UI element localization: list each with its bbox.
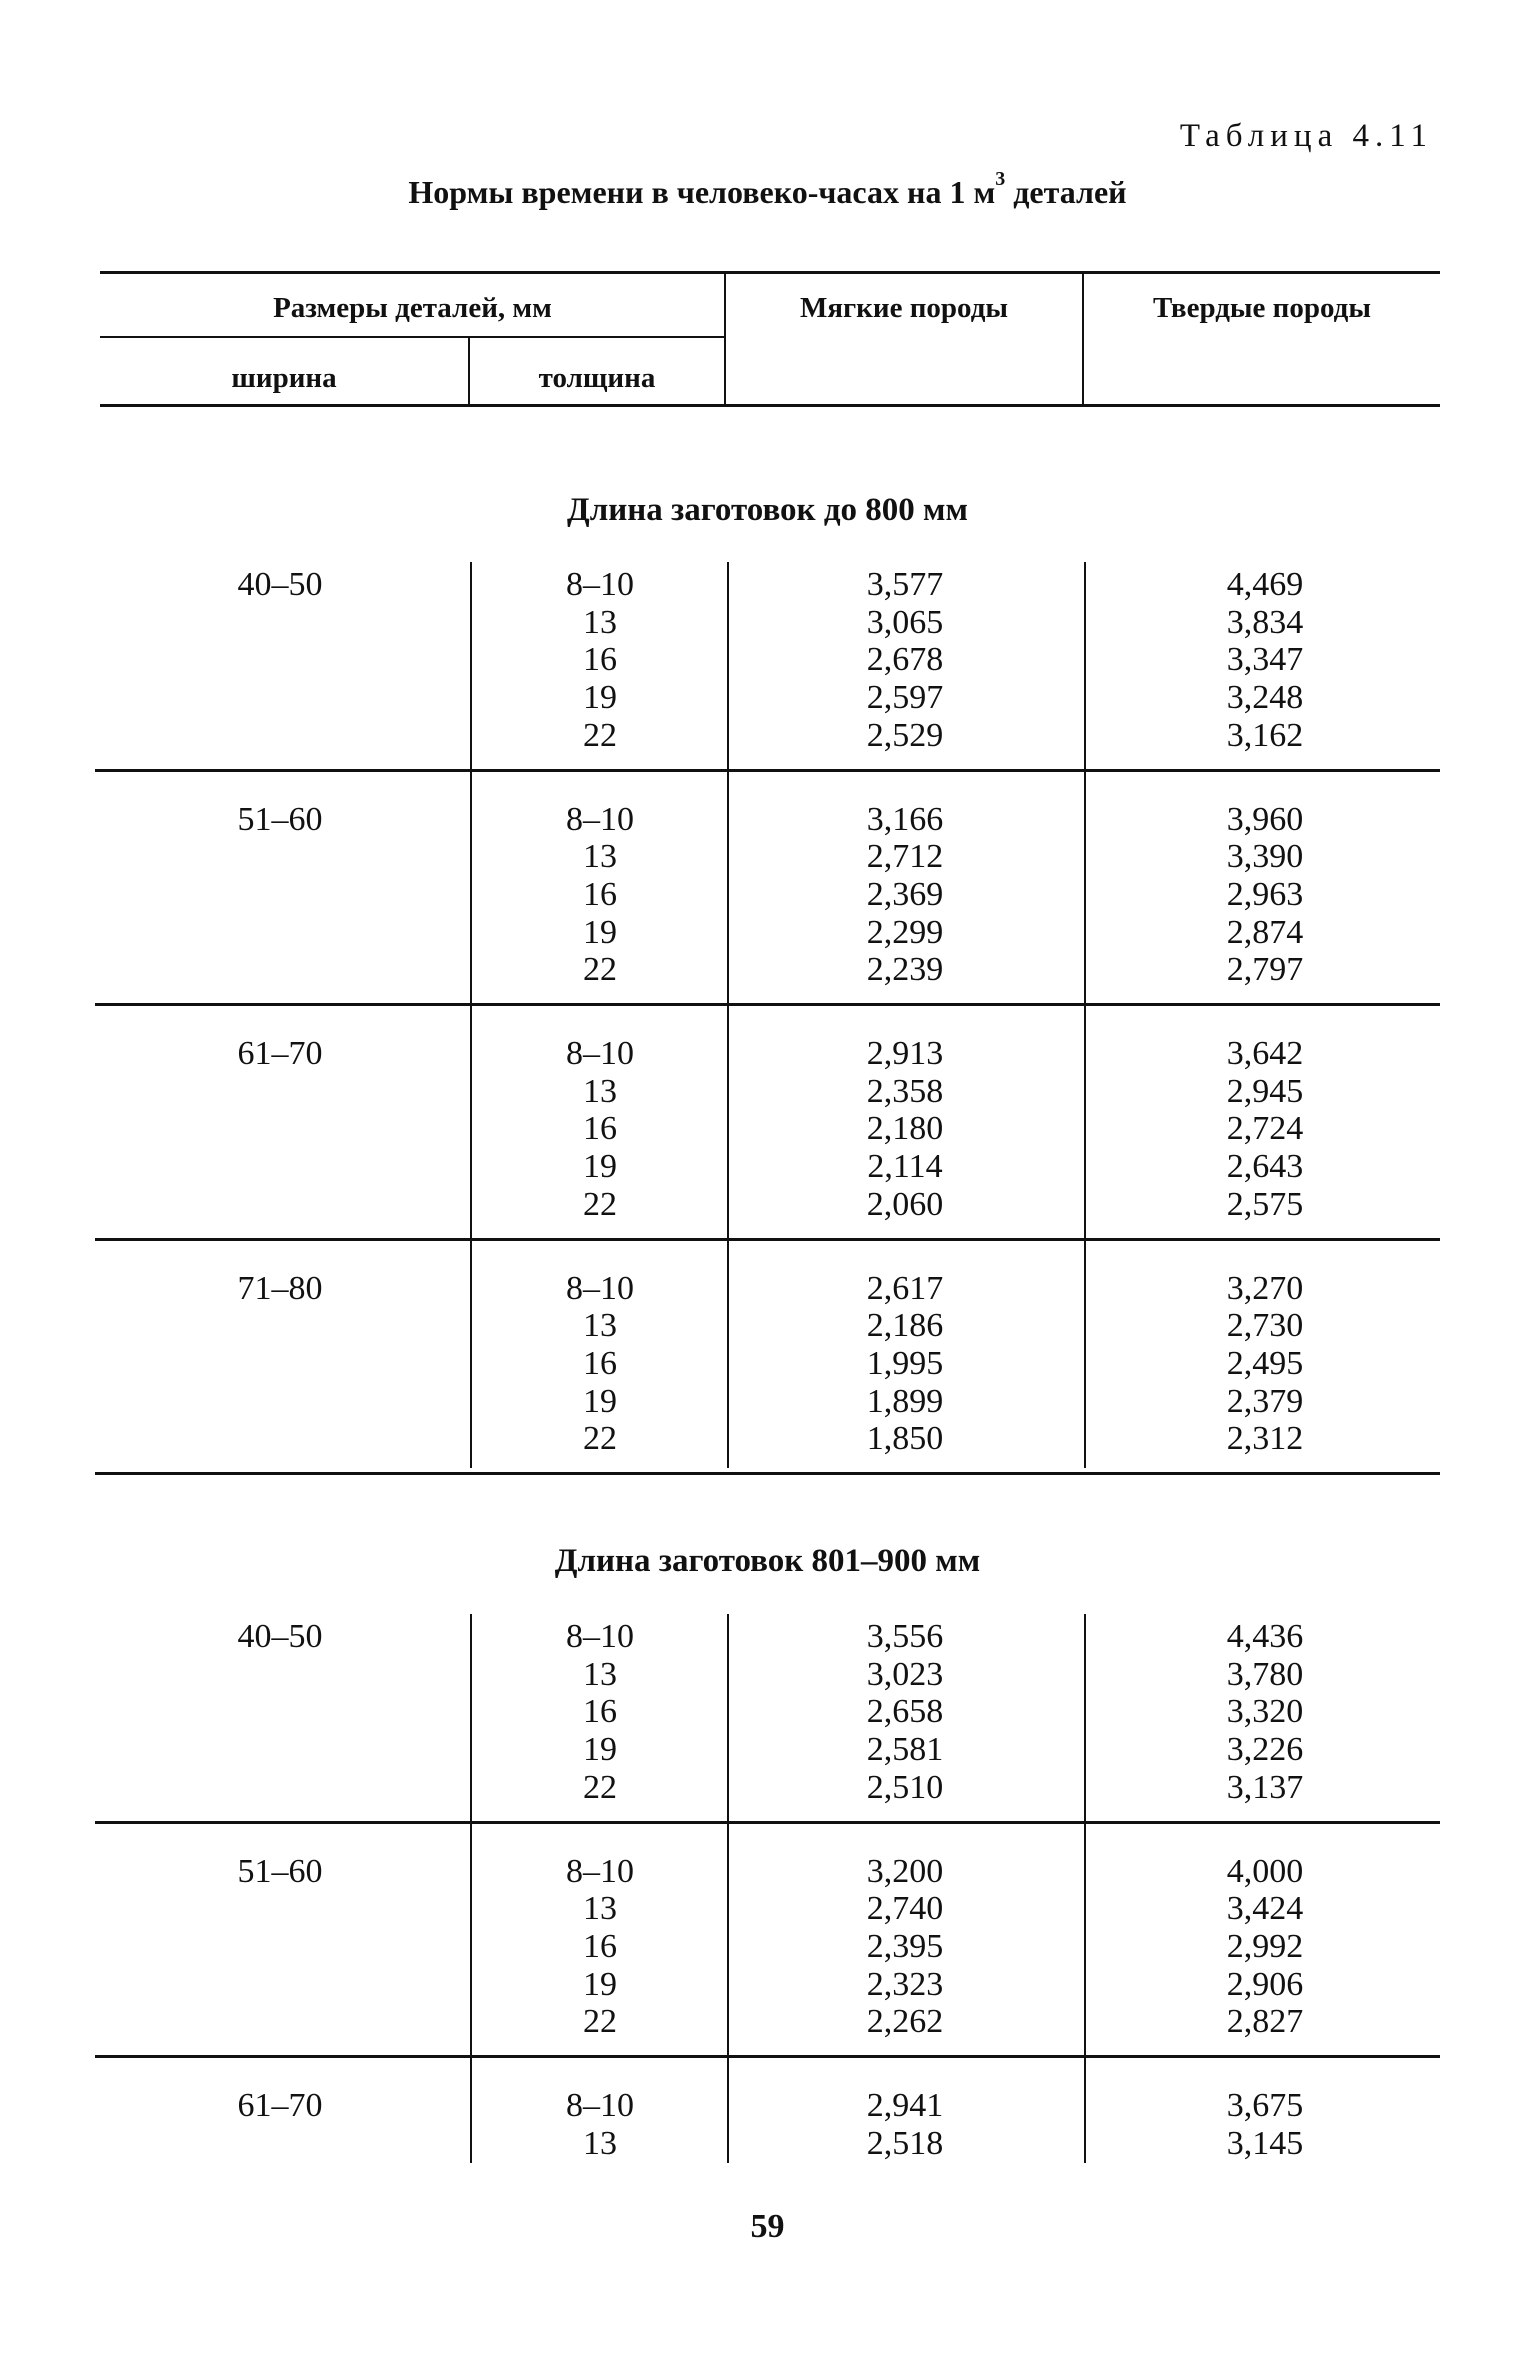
thickness-cell: 8–10 [566, 1035, 634, 1072]
header-bottom-rule [100, 404, 1440, 407]
soft-value-cell: 3,065 [866, 603, 944, 641]
thickness-cell: 22 [583, 2003, 617, 2041]
group-rule [95, 1472, 1440, 1475]
thickness-cell: 16 [583, 1344, 617, 1382]
soft-value-cell: 2,510 [866, 1768, 944, 1806]
header-top-rule [100, 271, 1440, 274]
soft-value-cell: 3,577 [866, 566, 944, 603]
hard-value-cell: 3,675 [1226, 2087, 1304, 2124]
hard-value-cell: 2,906 [1226, 1965, 1304, 2003]
thickness-cell: 16 [583, 1110, 617, 1148]
column-rule [470, 1614, 472, 2163]
width-cell: 61–70 [237, 1035, 323, 1072]
thickness-cell: 13 [583, 838, 617, 876]
soft-value-cell: 2,180 [866, 1110, 944, 1148]
group-rule [95, 1821, 1440, 1824]
soft-value-cell: 2,712 [866, 838, 944, 876]
thickness-cell: 22 [583, 1768, 617, 1806]
header-width: ширина [231, 362, 337, 394]
header-hard: Твердые породы [1153, 292, 1371, 324]
hard-value-cell: 3,226 [1226, 1731, 1304, 1769]
table-title-text: Нормы времени в человеко-часах на 1 м [408, 174, 996, 210]
soft-value-cell: 2,060 [866, 1185, 944, 1223]
soft-value-cell: 2,369 [866, 875, 944, 913]
width-cell: 71–80 [237, 1269, 323, 1307]
thickness-cell: 8–10 [566, 1852, 634, 1890]
hard-value-cell: 3,642 [1226, 1035, 1304, 1072]
soft-value-cell: 2,239 [866, 951, 944, 989]
hard-value-cell: 2,963 [1226, 875, 1304, 913]
soft-value-cell: 3,200 [866, 1852, 944, 1890]
thickness-cell: 19 [583, 1148, 617, 1186]
hard-value-cell: 2,730 [1226, 1307, 1304, 1345]
thickness-cell: 19 [583, 913, 617, 951]
header-sizes: Размеры деталей, мм [273, 292, 552, 324]
hard-value-cell: 3,145 [1226, 2124, 1304, 2162]
hard-value-cell: 4,000 [1226, 1852, 1304, 1890]
hard-value-cell: 2,797 [1226, 951, 1304, 989]
header-mid-rule [100, 336, 725, 338]
hard-value-cell: 2,874 [1226, 913, 1304, 951]
soft-value-cell: 2,358 [866, 1072, 944, 1110]
thickness-cell: 22 [583, 716, 617, 754]
soft-value-cell: 3,556 [866, 1618, 944, 1655]
soft-value-cell: 1,899 [866, 1382, 944, 1420]
group-rule [95, 1238, 1440, 1241]
page-number: 59 [750, 2208, 785, 2245]
header-thickness: толщина [538, 362, 656, 394]
table-title-end: деталей [1005, 174, 1127, 210]
soft-value-cell: 2,114 [867, 1148, 943, 1186]
header-soft: Мягкие породы [799, 292, 1009, 324]
hard-value-cell: 3,162 [1226, 716, 1304, 754]
thickness-cell: 19 [583, 1382, 617, 1420]
width-cell: 61–70 [237, 2087, 323, 2124]
title-superscript: 3 [995, 168, 1006, 191]
soft-value-cell: 2,597 [866, 679, 944, 717]
soft-value-cell: 2,678 [866, 641, 944, 679]
thickness-cell: 19 [583, 1965, 617, 2003]
soft-value-cell: 2,913 [866, 1035, 944, 1072]
group-rule [95, 769, 1440, 772]
hard-value-cell: 2,643 [1226, 1148, 1304, 1186]
soft-value-cell: 2,740 [866, 1890, 944, 1928]
section-title: Длина заготовок 801–900 мм [554, 1543, 981, 1579]
thickness-cell: 16 [583, 1927, 617, 1965]
group-rule [95, 1003, 1440, 1006]
thickness-cell: 13 [583, 603, 617, 641]
hard-value-cell: 2,575 [1226, 1185, 1304, 1223]
section-title: Длина заготовок до 800 мм [567, 492, 968, 528]
soft-value-cell: 1,995 [866, 1344, 944, 1382]
column-rule [727, 1614, 729, 2163]
thickness-cell: 22 [583, 1185, 617, 1223]
hard-value-cell: 3,347 [1226, 641, 1304, 679]
hard-value-cell: 2,827 [1226, 2003, 1304, 2041]
hard-value-cell: 3,248 [1226, 679, 1304, 717]
thickness-cell: 8–10 [566, 1618, 634, 1655]
thickness-cell: 13 [583, 2124, 617, 2162]
hard-value-cell: 4,469 [1226, 566, 1304, 603]
soft-value-cell: 2,299 [866, 913, 944, 951]
soft-value-cell: 2,323 [866, 1965, 944, 2003]
thickness-cell: 22 [583, 1420, 617, 1458]
hard-value-cell: 2,379 [1226, 1382, 1304, 1420]
hard-value-cell: 3,780 [1226, 1655, 1304, 1693]
thickness-cell: 13 [583, 1072, 617, 1110]
width-cell: 51–60 [237, 800, 323, 838]
width-cell: 40–50 [237, 1618, 323, 1655]
thickness-cell: 13 [583, 1307, 617, 1345]
hard-value-cell: 2,724 [1226, 1110, 1304, 1148]
hard-value-cell: 3,424 [1226, 1890, 1304, 1928]
hard-value-cell: 2,992 [1226, 1927, 1304, 1965]
soft-value-cell: 2,262 [866, 2003, 944, 2041]
thickness-cell: 16 [583, 1693, 617, 1731]
thickness-cell: 19 [583, 1731, 617, 1769]
soft-value-cell: 2,941 [866, 2087, 944, 2124]
hard-value-cell: 2,312 [1226, 1420, 1304, 1458]
soft-value-cell: 2,518 [866, 2124, 944, 2162]
soft-value-cell: 2,658 [866, 1693, 944, 1731]
soft-value-cell: 2,617 [866, 1269, 944, 1307]
width-cell: 40–50 [237, 566, 323, 603]
soft-value-cell: 2,395 [866, 1927, 944, 1965]
thickness-cell: 19 [583, 679, 617, 717]
hard-value-cell: 3,834 [1226, 603, 1304, 641]
hard-value-cell: 4,436 [1226, 1618, 1304, 1655]
soft-value-cell: 1,850 [866, 1420, 944, 1458]
table-caption: Таблица 4.11 [1179, 118, 1433, 154]
column-rule [1084, 1614, 1086, 2163]
soft-value-cell: 2,529 [866, 716, 944, 754]
thickness-cell: 8–10 [566, 2087, 634, 2124]
hard-value-cell: 2,495 [1226, 1344, 1304, 1382]
soft-value-cell: 3,023 [866, 1655, 944, 1693]
column-rule [470, 562, 472, 1468]
thickness-cell: 16 [583, 875, 617, 913]
thickness-cell: 8–10 [566, 1269, 634, 1307]
thickness-cell: 22 [583, 951, 617, 989]
hard-value-cell: 3,960 [1226, 800, 1304, 838]
soft-value-cell: 2,186 [866, 1307, 944, 1345]
soft-value-cell: 3,166 [866, 800, 944, 838]
thickness-cell: 16 [583, 641, 617, 679]
width-cell: 51–60 [237, 1852, 323, 1890]
thickness-cell: 13 [583, 1890, 617, 1928]
column-rule [1084, 562, 1086, 1468]
thickness-cell: 13 [583, 1655, 617, 1693]
table-title [0, 168, 1535, 211]
hard-value-cell: 3,320 [1226, 1693, 1304, 1731]
thickness-cell: 8–10 [566, 566, 634, 603]
group-rule [95, 2055, 1440, 2058]
hard-value-cell: 3,137 [1226, 1768, 1304, 1806]
soft-value-cell: 2,581 [866, 1731, 944, 1769]
hard-value-cell: 3,390 [1226, 838, 1304, 876]
hard-value-cell: 3,270 [1226, 1269, 1304, 1307]
column-rule [727, 562, 729, 1468]
hard-value-cell: 2,945 [1226, 1072, 1304, 1110]
thickness-cell: 8–10 [566, 800, 634, 838]
